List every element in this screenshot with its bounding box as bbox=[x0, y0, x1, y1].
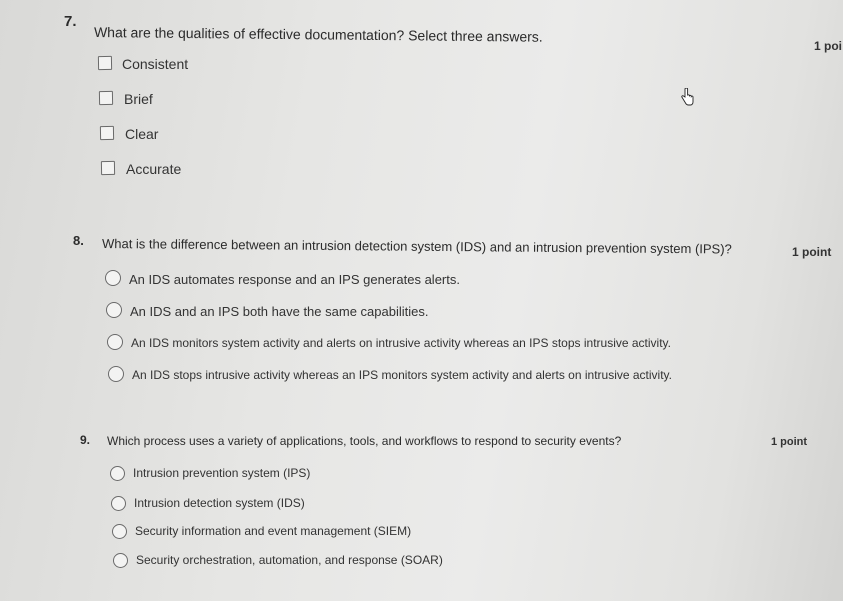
question-9-points: 1 point bbox=[771, 436, 808, 448]
option-label-intrusion-detection-system: Intrusion detection system (IDS) bbox=[134, 496, 305, 510]
hand-pointer-icon bbox=[680, 88, 694, 106]
radio-ids-automates-response[interactable] bbox=[105, 270, 121, 286]
option-label-clear: Clear bbox=[125, 126, 159, 142]
question-7-points: 1 poi bbox=[814, 39, 843, 53]
option-label-ids-monitors-ips-stops: An IDS monitors system activity and alerts on intrusive activity whereas an IPS stops intrusive activity. bbox=[131, 336, 671, 350]
radio-ids-stops-ips-monitors[interactable] bbox=[108, 366, 124, 382]
option-label-siem: Security information and event management (SIEM) bbox=[135, 524, 412, 538]
option-label-brief: Brief bbox=[124, 91, 153, 107]
checkbox-brief[interactable] bbox=[99, 91, 113, 105]
option-label-soar: Security orchestration, automation, and response (SOAR) bbox=[136, 553, 443, 567]
radio-intrusion-prevention-system[interactable] bbox=[110, 466, 125, 481]
radio-intrusion-detection-system[interactable] bbox=[111, 496, 126, 511]
radio-soar[interactable] bbox=[113, 553, 128, 568]
radio-same-capabilities[interactable] bbox=[106, 302, 122, 318]
question-9-number: 9. bbox=[80, 433, 91, 447]
checkbox-clear[interactable] bbox=[100, 126, 114, 140]
checkbox-accurate[interactable] bbox=[101, 161, 115, 175]
option-label-ids-automates-response: An IDS automates response and an IPS generates alerts. bbox=[129, 272, 460, 287]
option-label-consistent: Consistent bbox=[122, 56, 189, 72]
question-7-number: 7. bbox=[64, 13, 77, 30]
question-8-points: 1 point bbox=[792, 245, 832, 259]
question-8-number: 8. bbox=[73, 233, 84, 248]
checkbox-consistent[interactable] bbox=[98, 56, 112, 70]
radio-siem[interactable] bbox=[112, 524, 127, 539]
radio-ids-monitors-ips-stops[interactable] bbox=[107, 334, 123, 350]
option-label-same-capabilities: An IDS and an IPS both have the same capabilities. bbox=[130, 304, 429, 319]
question-7-text: What are the qualities of effective documentation? Select three answers. bbox=[93, 24, 543, 45]
question-9-text: Which process uses a variety of applications, tools, and workflows to respond to security events? bbox=[107, 434, 622, 448]
option-label-intrusion-prevention-system: Intrusion prevention system (IPS) bbox=[133, 466, 311, 480]
option-label-accurate: Accurate bbox=[126, 161, 182, 177]
option-label-ids-stops-ips-monitors: An IDS stops intrusive activity whereas an IPS monitors system activity and alerts on intrusive activity. bbox=[132, 368, 672, 382]
question-8-text: What is the difference between an intrusion detection system (IDS) and an intrusion prevention system (IPS)? bbox=[101, 236, 732, 257]
